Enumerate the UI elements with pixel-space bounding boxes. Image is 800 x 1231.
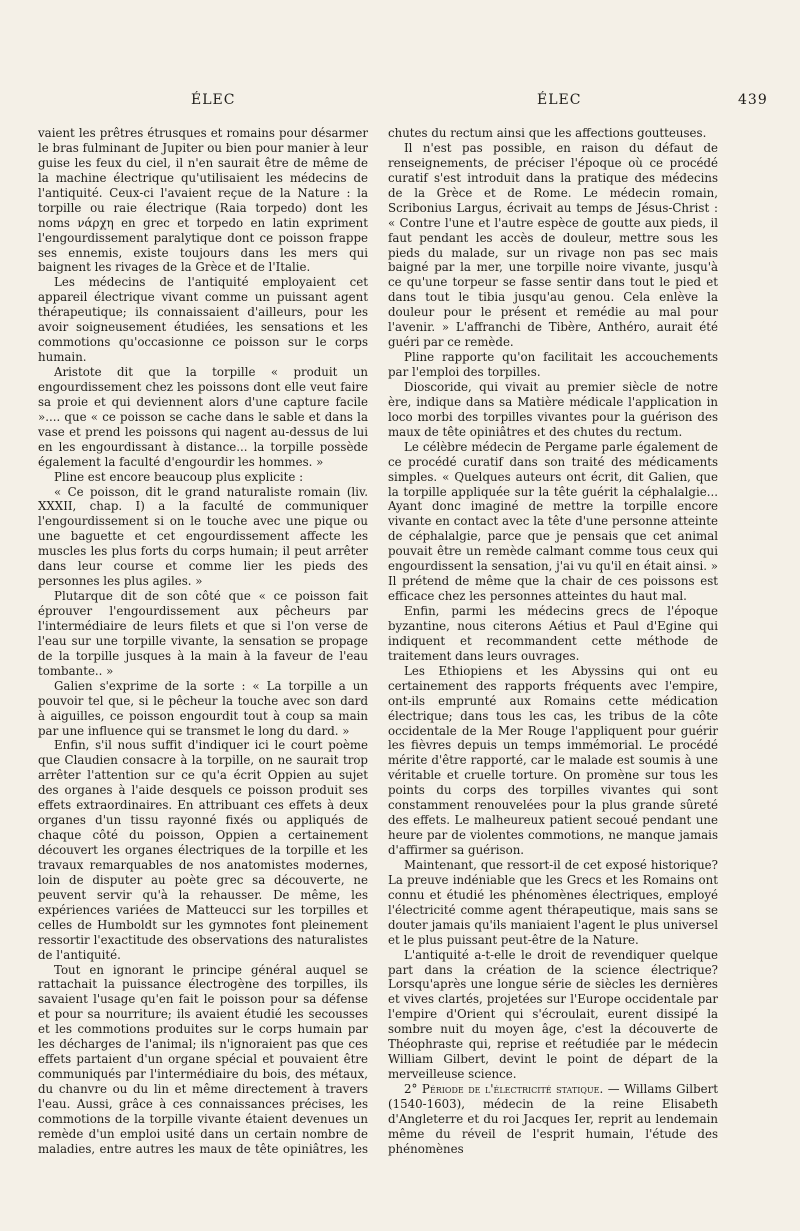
paragraph: « Ce poisson, dit le grand naturaliste romain (liv. XXXII, chap. I) a la faculté de communiquer l'engourdissement si on le touche avec une pique ou une baguette et cet engourdissement affecte les muscles les plus forts du corps humain; il peut arrêter dans leur course et comme lier les pieds des personnes les plus agiles. » <box>38 484 368 589</box>
paragraph: Les médecins de l'antiquité employaient cet appareil électrique vivant comme un puissant agent thérapeutique; ils connaissaient d'ailleurs, pour les avoir soigneusement étudiées, les sensations et les commotions qu'occasionne ce poisson sur le corps humain. <box>38 275 368 365</box>
section-heading: 2° Période de l'électricité statique. <box>404 1082 604 1096</box>
paragraph: chutes du rectum ainsi que les affections goutteuses. <box>388 126 707 140</box>
header-right-title: ÉLEC <box>537 92 582 108</box>
section-paragraph <box>388 1082 718 1157</box>
paragraph: Enfin, s'il nous suffit d'indiquer ici le court poème que Claudien consacre à la torpille, on ne saurait trop arrêter l'attention sur ce qu'a écrit Oppien au sujet des organes à l'aide desquels ce poisson produit ses effets extraordinaires. En attribuant ces effets à deux organes d'un tissu rayonné fixés ou appliqués de chaque côté du poisson, Oppien a certainement découvert les organes électriques de la torpille et les travaux remarquables de nos anatomistes modernes, loin de disputer au poète grec sa découverte, ne peuvent servir qu'à la rehausser. De même, les expériences variées de Matteucci sur les torpilles et celles de Humboldt sur les gymnotes font pleinement ressortir l'exactitude des observations des naturalistes de l'antiquité. <box>38 738 368 962</box>
paragraph: Il n'est pas possible, en raison du défaut de renseignements, de préciser l'époque où ce procédé curatif s'est introduit dans la pratique des médecins de la Grèce et de Rome. Le médecin romain, Scribonius Largus, écrivait au temps de Jésus-Christ : « Contre l'une et l'autre espèce de goutte aux pieds, il faut pendant les accès de douleur, mettre sous les pieds du malade, sur un rivage non pas sec mais baigné par la mer, une torpille noire vivante, jusqu'à ce qu'une torpeur se fasse sentir dans tout le pied et dans tout le tibia jusqu'au genou. Cela enlève la douleur pour le présent et remédie au mal pour l'avenir. » L'affranchi de Tibère, Anthéro, aurait été guéri par ce remède. <box>388 140 718 350</box>
paragraph: L'antiquité a-t-elle le droit de revendiquer quelque part dans la création de la science électrique? Lorsqu'après une longue série de siècles les dernières et vives clartés, projetées sur l'Europe occidentale par l'empire d'Orient qui s'écroulait, eurent dissipé la sombre nuit du moyen âge, c'est la découverte de Théophraste qui, reprise et reétudiée par le médecin William Gilbert, devint le point de départ de la merveilleuse science. <box>388 947 718 1082</box>
paragraph: Galien s'exprime de la sorte : « La torpille a un pouvoir tel que, si le pêcheur la touche avec son dard à aiguilles, ce poisson engourdit tout à coup sa main par une influence qui se transmet le long du dard. » <box>38 678 368 738</box>
paragraph: Tout en ignorant le principe général auquel se rattachait la puissance électrogène des torpilles, ils savaient l'usage qu'en fait le poisson pour sa défense et pour sa nourriture; ils avaient étudié les secousses et les commotions produites sur le corps humain par les décharges de l'animal; ils n'ignoraient pas que ces effets partaient d'un organe spécial et pouvaient être communiqués par l'intermédiaire du bois, des métaux, du chanvre ou du lin et même directement à travers l'eau. Aussi, grâce à ces connaissances précises, les commotions de la torpille vivante étaient devenues un remède d'un emploi usité dans un certain nombre de maladies, entre autres les maux de tête opiniâtres, les <box>38 962 368 1156</box>
paragraph: Pline est encore beaucoup plus explicite : <box>54 469 304 484</box>
page-number: 439 <box>738 92 768 108</box>
right-column <box>388 126 718 1157</box>
paragraph: Le célèbre médecin de Pergame parle également de ce procédé curatif dans son traité des médicaments simples. « Quelques auteurs ont écrit, dit Galien, que la torpille appliquée sur la tête guérit la céphalalgie... Ayant donc imaginé de mettre la torpille encore vivante en contact avec la tête d'une personne atteinte de céphalalgie, parce que je pensais que cet animal pouvait être un remède calmant comme tous ceux qui engourdissent la sensation, j'ai vu qu'il en était ainsi. » Il prétend de même que la chair de ces poissons est efficace chez les personnes atteintes du haut mal. <box>388 439 718 604</box>
paragraph: Maintenant, que ressort-il de cet exposé historique? La preuve indéniable que les Grecs et les Romains ont connu et étudié les phénomènes électriques, employé l'électricité comme agent thérapeutique, mais sans se douter jamais qu'ils maniaient l'agent le plus universel et le plus puissant peut-être de la Nature. <box>388 857 718 947</box>
paragraph: Dioscoride, qui vivait au premier siècle de notre ère, indique dans sa Matière médicale l'application in loco morbi des torpilles vivantes pour la guérison des maux de tête opiniâtres et des chutes du rectum. <box>388 379 718 439</box>
running-header <box>0 92 800 112</box>
paragraph: Enfin, parmi les médecins grecs de l'époque byzantine, nous citerons Aétius et Paul d'Egine qui indiquent et recommandent cette méthode de traitement dans leurs ouvrages. <box>388 604 718 663</box>
paragraph: vaient les prêtres étrusques et romains pour désarmer le bras fulminant de Jupiter ou bien pour manier à leur guise les feux du ciel, il n'en saurait être de même de la machine électrique qu'utilisaient les médecins de l'antiquité. Ceux-ci l'avaient reçue de la Nature : la torpille ou raie électrique (Raia torpedo) dont les noms νάρχη en grec et torpedo en latin expriment l'engourdissement paralytique dont ce poisson frappe ses ennemis, existe toujours dans les mers qui baignent les rivages de la Grèce et de l'Italie. <box>38 126 368 275</box>
paragraph: Pline rapporte qu'on facilitait les accouchements par l'emploi des torpilles. <box>388 350 718 379</box>
header-left-title: ÉLEC <box>191 92 236 108</box>
paragraph: Aristote dit que la torpille « produit un engourdissement chez les poissons dont elle veut faire sa proie et qui deviennent alors d'une capture facile ».... que « ce poisson se cache dans le sable et dans la vase et prend les poissons qui nagent au-dessus de lui en les engourdissant à distance... la torpille possède également la faculté d'engourdir les hommes. » <box>38 365 368 469</box>
paragraph: Les Ethiopiens et les Abyssins qui ont eu certainement des rapports fréquents avec l'empire, ont-ils emprunté aux Romains cette médication électrique; dans tous les cas, les tribus de la côte occidentale de la Mer Rouge l'appliquent pour guérir les fièvres depuis un temps immémorial. Le procédé mérite d'être rapporté, car le malade est soumis à une véritable et cruelle torture. On promène sur tous les points du corps des torpilles vivantes qui sont constamment renouvelées pour la plus grande sûreté des effets. Le malheureux patient secoué pendant une heure par de violentes commotions, ne manque jamais d'affirmer sa guérison. <box>388 663 718 857</box>
section-text: — Willams Gilbert (1540-1603), médecin de la reine Elisabeth d'Angleterre et du roi Jacques Ier, reprit au lendemain même du réveil de l'esprit humain, l'étude des phénomènes <box>388 1082 718 1156</box>
left-column <box>38 126 368 1157</box>
paragraph: Plutarque dit de son côté que « ce poisson fait éprouver l'engourdissement aux pêcheurs par l'intermédiaire de leurs filets et que si l'on verse de l'eau sur une torpille vivante, la sensation se propage de la torpille jusques à la main à la faveur de l'eau tombante.. » <box>38 589 368 678</box>
